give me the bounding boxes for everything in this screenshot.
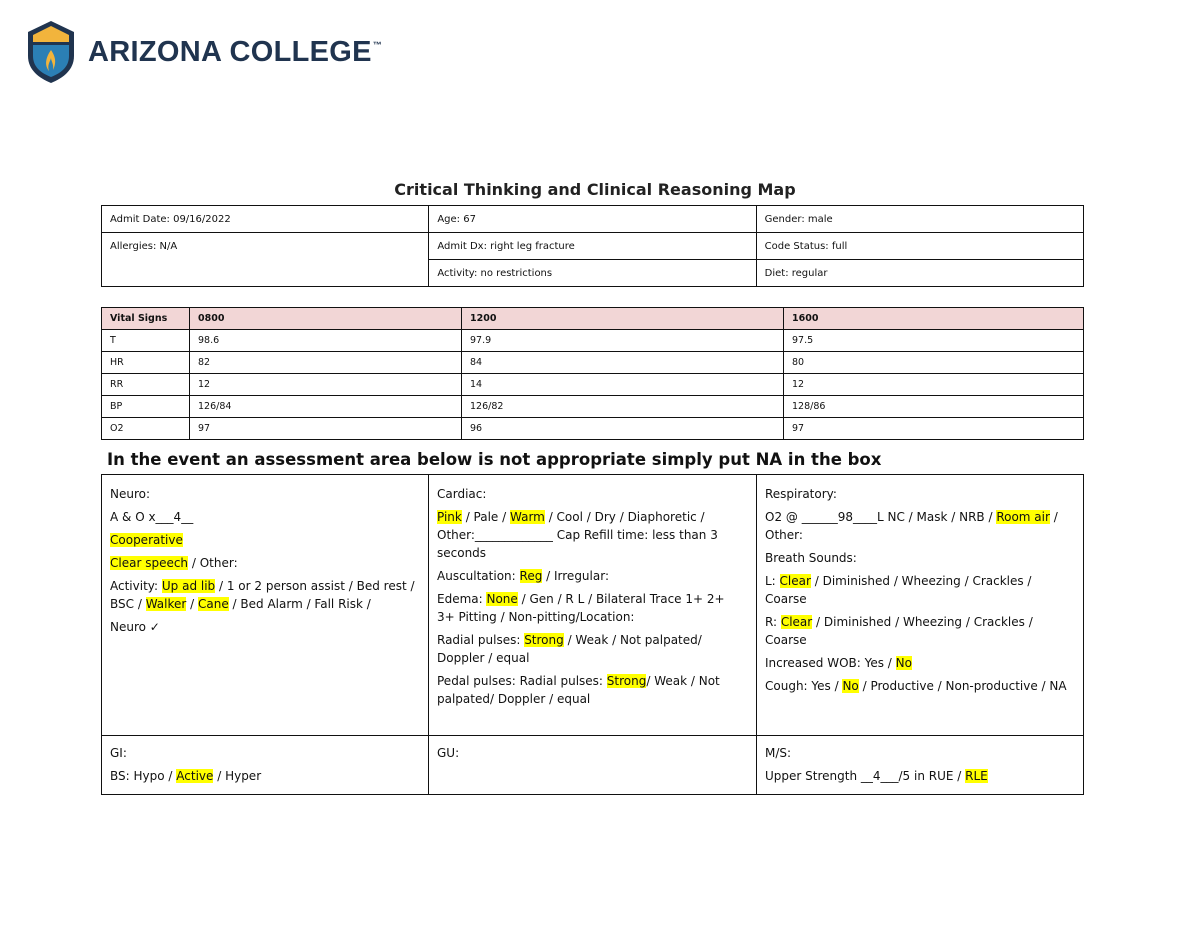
cardiac-cell (429, 475, 757, 736)
admit-dx: Admit Dx: right leg fracture (429, 233, 756, 260)
up-ad-lib: Up ad lib (161, 579, 216, 593)
ms-title: M/S: (765, 746, 792, 760)
neuro-activity: Activity: Up ad lib / 1 or 2 person assist / Bed rest / BSC / Walker / Cane / Bed Alarm / Fall Risk / (110, 579, 415, 611)
table-row (102, 330, 1084, 352)
vital-value: 128/86 (784, 396, 1084, 418)
right-lung: R: Clear / Diminished / Wheezing / Crackles / Coarse (765, 615, 1033, 647)
patient-info-table (101, 205, 1084, 287)
gu-title: GU: (437, 746, 460, 760)
assessment-table (101, 474, 1084, 795)
vital-value: 80 (784, 352, 1084, 374)
bowel-sounds: BS: Hypo / Active / Hyper (110, 769, 262, 783)
auscultation: Auscultation: Reg / Irregular: (437, 569, 609, 583)
gender: Gender: male (756, 206, 1083, 233)
table-row (102, 396, 1084, 418)
bs-active: Active (176, 769, 214, 783)
room-air: Room air (996, 510, 1050, 524)
breath-sounds: Breath Sounds: (765, 551, 857, 565)
respiratory-cell (757, 475, 1084, 736)
page-title: Critical Thinking and Clinical Reasoning Map (394, 180, 796, 199)
neuro-other: / Other: (188, 556, 238, 570)
vitals-header-row (102, 308, 1084, 330)
code-status: Code Status: full (756, 233, 1083, 260)
vital-label: RR (102, 374, 190, 396)
vitals-header-cell: 0800 (190, 308, 462, 330)
ms-cell (757, 736, 1084, 795)
vital-value: 12 (190, 374, 462, 396)
increased-wob: Increased WOB: Yes / No (765, 656, 912, 670)
activity: Activity: no restrictions (429, 260, 756, 287)
radial-pulses: Radial pulses: Strong / Weak / Not palpated/ Doppler / equal (437, 633, 702, 665)
pedal-strong: Strong (606, 674, 647, 688)
arizona-college-logo (26, 20, 382, 84)
vital-signs-table (101, 307, 1084, 440)
edema-none: None (486, 592, 518, 606)
aox: A & O x___4__ (110, 510, 194, 524)
cardiac-title: Cardiac: (437, 487, 487, 501)
vital-value: 14 (462, 374, 784, 396)
oxygen: O2 @ ______98____L NC / Mask / NRB / Room air / Other: (765, 510, 1058, 542)
admit-date: Admit Date: 09/16/2022 (102, 206, 429, 233)
vital-value: 97.5 (784, 330, 1084, 352)
college-name: ARIZONA COLLEGE™ (88, 35, 383, 68)
clear-speech: Clear speech (110, 556, 189, 570)
walker: Walker (145, 597, 187, 611)
radial-strong: Strong (524, 633, 564, 647)
reg: Reg (519, 569, 543, 583)
vitals-header-cell: 1600 (784, 308, 1084, 330)
vital-label: HR (102, 352, 190, 374)
vital-label: BP (102, 396, 190, 418)
vital-value: 96 (462, 418, 784, 440)
allergies: Allergies: N/A (102, 233, 429, 287)
vital-value: 84 (462, 352, 784, 374)
vital-value: 12 (784, 374, 1084, 396)
vital-value: 82 (190, 352, 462, 374)
vital-value: 97 (190, 418, 462, 440)
vital-value: 97 (784, 418, 1084, 440)
cough: Cough: Yes / No / Productive / Non-productive / NA (765, 679, 1067, 693)
neuro-check: Neuro ✓ (110, 620, 160, 634)
rle: RLE (965, 769, 988, 783)
age: Age: 67 (429, 206, 756, 233)
vital-label: O2 (102, 418, 190, 440)
neuro-title: Neuro: (110, 487, 151, 501)
left-lung: L: Clear / Diminished / Wheezing / Crackles / Coarse (765, 574, 1032, 606)
diet: Diet: regular (756, 260, 1083, 287)
na-instruction: In the event an assessment area below is not appropriate simply put NA in the box (107, 450, 882, 469)
cooperative: Cooperative (110, 533, 183, 547)
vital-value: 97.9 (462, 330, 784, 352)
gu-cell (429, 736, 757, 795)
vital-value: 126/84 (190, 396, 462, 418)
wob-no: No (895, 656, 912, 670)
right-clear: Clear (780, 615, 813, 629)
pedal-pulses: Pedal pulses: Radial pulses: Strong/ Weak / Not palpated/ Doppler / equal (437, 674, 720, 706)
vitals-header-cell: Vital Signs (102, 308, 190, 330)
warm: Warm (510, 510, 545, 524)
cane: Cane (198, 597, 229, 611)
shield-icon (26, 20, 76, 84)
skin-assessment: Pink / Pale / Warm / Cool / Dry / Diaphoretic / Other:_____________ Cap Refill time: less than 3 seconds (437, 510, 718, 560)
edema: Edema: None / Gen / R L / Bilateral Trace 1+ 2+ 3+ Pitting / Non-pitting/Location: (437, 592, 725, 624)
vital-value: 98.6 (190, 330, 462, 352)
pink: Pink (437, 510, 462, 524)
vital-value: 126/82 (462, 396, 784, 418)
table-row (102, 374, 1084, 396)
upper-strength: Upper Strength __4___/5 in RUE / RLE (765, 769, 988, 783)
table-row (102, 352, 1084, 374)
neuro-cell (102, 475, 429, 736)
gi-title: GI: (110, 746, 127, 760)
vital-label: T (102, 330, 190, 352)
vitals-header-cell: 1200 (462, 308, 784, 330)
respiratory-title: Respiratory: (765, 487, 837, 501)
table-row (102, 418, 1084, 440)
gi-cell (102, 736, 429, 795)
cough-no: No (842, 679, 859, 693)
left-clear: Clear (779, 574, 811, 588)
